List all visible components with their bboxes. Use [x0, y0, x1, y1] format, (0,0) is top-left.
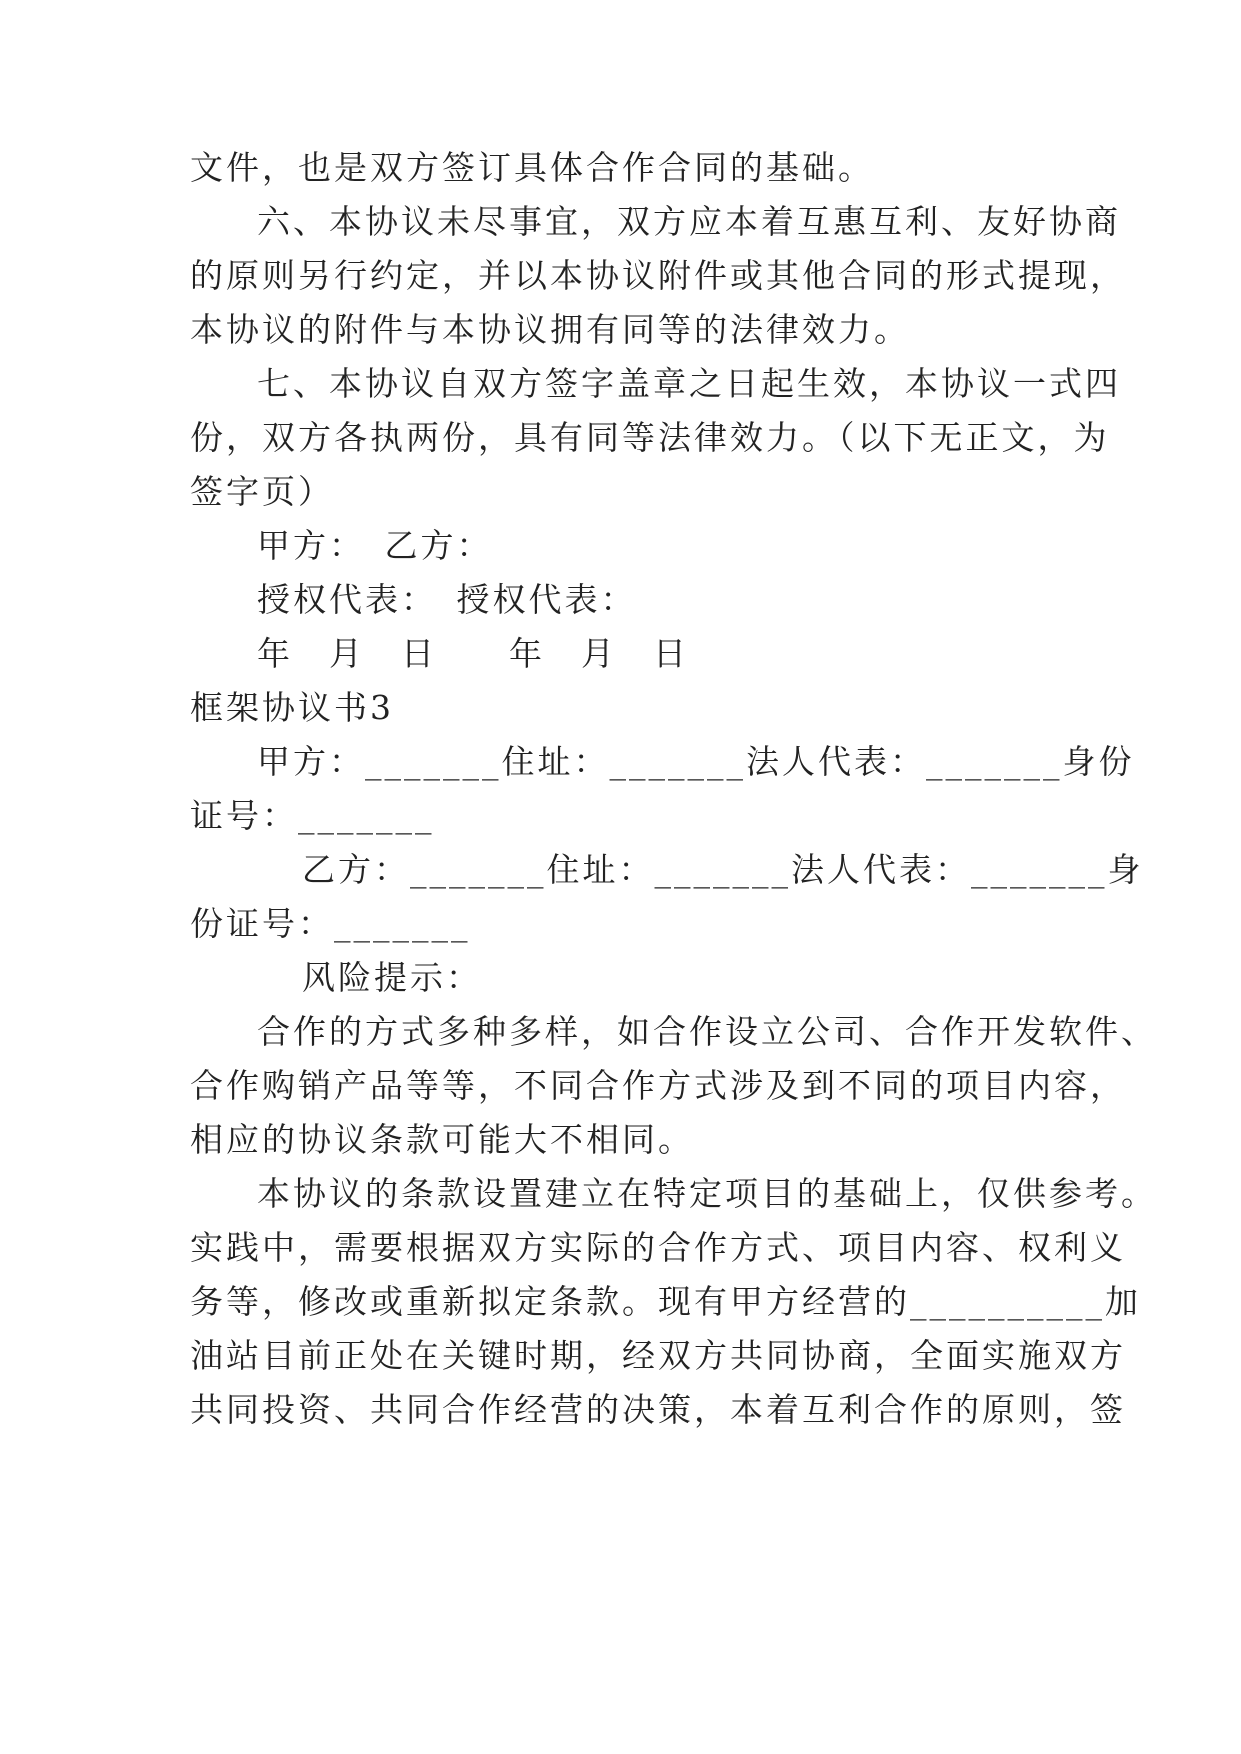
text-line-7: 签字页） [190, 472, 334, 511]
signature-party-labels: 甲方： 乙方： [257, 526, 493, 565]
text-line-4: 本协议的附件与本协议拥有同等的法律效力。 [190, 310, 910, 349]
text-line-23: 油站目前正处在关键时期，经双方共同协商，全面实施双方 [190, 1336, 1126, 1375]
text-line-6: 份，双方各执两份，具有同等法律效力。（以下无正文，为 [190, 418, 1110, 457]
party-a-id-line: 证号：_______ [190, 796, 435, 835]
signature-date-labels: 年 月 日 年 月 日 [257, 634, 689, 673]
party-b-id-line: 份证号：_______ [190, 904, 471, 943]
text-line-22: 务等，修改或重新拟定条款。现有甲方经营的__________加 [190, 1282, 1141, 1321]
party-a-info-line: 甲方：_______住址：_______法人代表：_______身份 [257, 742, 1135, 781]
text-line-18: 合作购销产品等等，不同合作方式涉及到不同的项目内容， [190, 1066, 1126, 1105]
section-title: 框架协议书3 [190, 688, 394, 727]
text-line-2: 六、本协议未尽事宜，双方应本着互惠互利、友好协商 [257, 202, 1121, 241]
risk-notice-heading: 风险提示： [302, 958, 482, 997]
party-b-info-line: 乙方：_______住址：_______法人代表：_______身 [302, 850, 1144, 889]
text-line-19: 相应的协议条款可能大不相同。 [190, 1120, 694, 1159]
text-line-3: 的原则另行约定，并以本协议附件或其他合同的形式提现， [190, 256, 1126, 295]
text-line-1: 文件，也是双方签订具体合作合同的基础。 [190, 148, 874, 187]
text-line-5: 七、本协议自双方签字盖章之日起生效，本协议一式四 [257, 364, 1121, 403]
text-line-17: 合作的方式多种多样，如合作设立公司、合作开发软件、 [257, 1012, 1157, 1051]
signature-representative-labels: 授权代表： 授权代表： [257, 580, 637, 619]
text-line-20: 本协议的条款设置建立在特定项目的基础上，仅供参考。 [257, 1174, 1157, 1213]
text-line-24: 共同投资、共同合作经营的决策，本着互利合作的原则，签 [190, 1390, 1126, 1429]
text-line-21: 实践中，需要根据双方实际的合作方式、项目内容、权利义 [190, 1228, 1126, 1267]
